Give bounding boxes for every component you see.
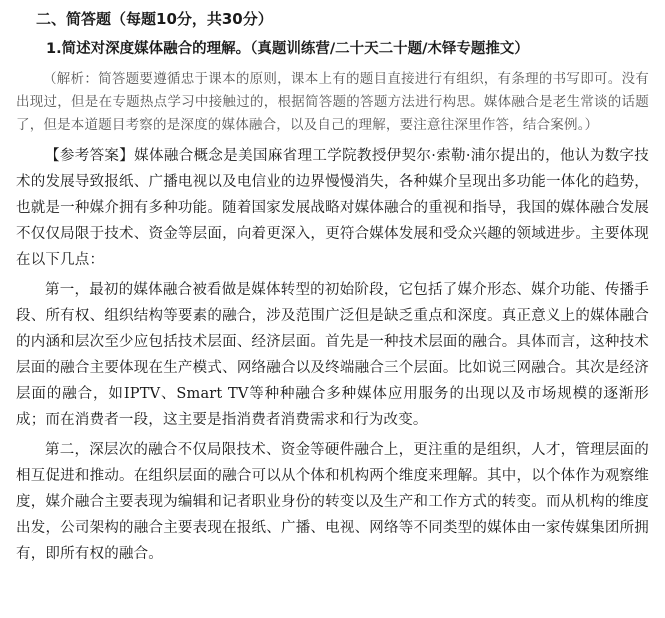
- answer-paragraph-3: 第二，深层次的融合不仅局限技术、资金等硬件融合上，更注重的是组织，人才，管理层面的相互促进和推动。在组织层面的融合可以从个体和机构两个维度来理解。其中，以个体作为观察维度，媒介融合主要表现为编辑和记者职业身份的转变以及生产和工作方式的转变。而从机构的维度出发，公司架构的融合主要表现在报纸、广播、电视、网络等不同类型的媒体由一家传媒集团所拥有，即所有权的融合。: [16, 442, 649, 562]
- question-title: 1.简述对深度媒体融合的理解。（真题训练营/二十天二十题/木铎专题推文）: [46, 41, 529, 57]
- answer-paragraph-2: 第一，最初的媒体融合被看做是媒体转型的初始阶段，它包括了媒介形态、媒介功能、传播手段、所有权、组织结构等要素的融合，涉及范围广泛但是缺乏重点和深度。真正意义上的媒体融合的内涵和层次至少应包括技术层面、经济层面。首先是一种技术层面的融合。具体而言，这种技术层面的融合主要体现在生产模式、网络融合以及终端融合三个层面。比如说三网融合。其次是经济层面的融合，如IPTV、Smart TV等种种融合多种媒体应用服务的出现以及市场规模的逐渐形成；而在消费者一段，这主要是指消费者消费需求和行为改变。: [16, 282, 649, 428]
- analysis-note: （解析：简答题要遵循忠于课本的原则，课本上有的题目直接进行有组织，有条理的书写即可。没有出现过，但是在专题热点学习中接触过的，根据简答题的答题方法进行构思。媒体融合是老生常谈的话题了，但是本道题目考察的是深度的媒体融合，以及自己的理解，要注意往深里作答，结合案例。）: [16, 71, 649, 133]
- section-title: 二、简答题（每题10分，共30分）: [36, 10, 273, 28]
- answer-paragraph-1: 【参考答案】媒体融合概念是美国麻省理工学院教授伊契尔·索勒·浦尔提出的，他认为数字技术的发展导致报纸、广播电视以及电信业的边界慢慢消失，各种媒介呈现出多功能一体化的趋势，也就是一种媒介拥有多种功能。随着国家发展战略对媒体融合的重视和指导，我国的媒体融合发展不仅仅局限于技术、资金等层面，向着更深入，更符合媒体发展和受众兴趣的领域进步。主要体现在以下几点：: [16, 148, 649, 268]
